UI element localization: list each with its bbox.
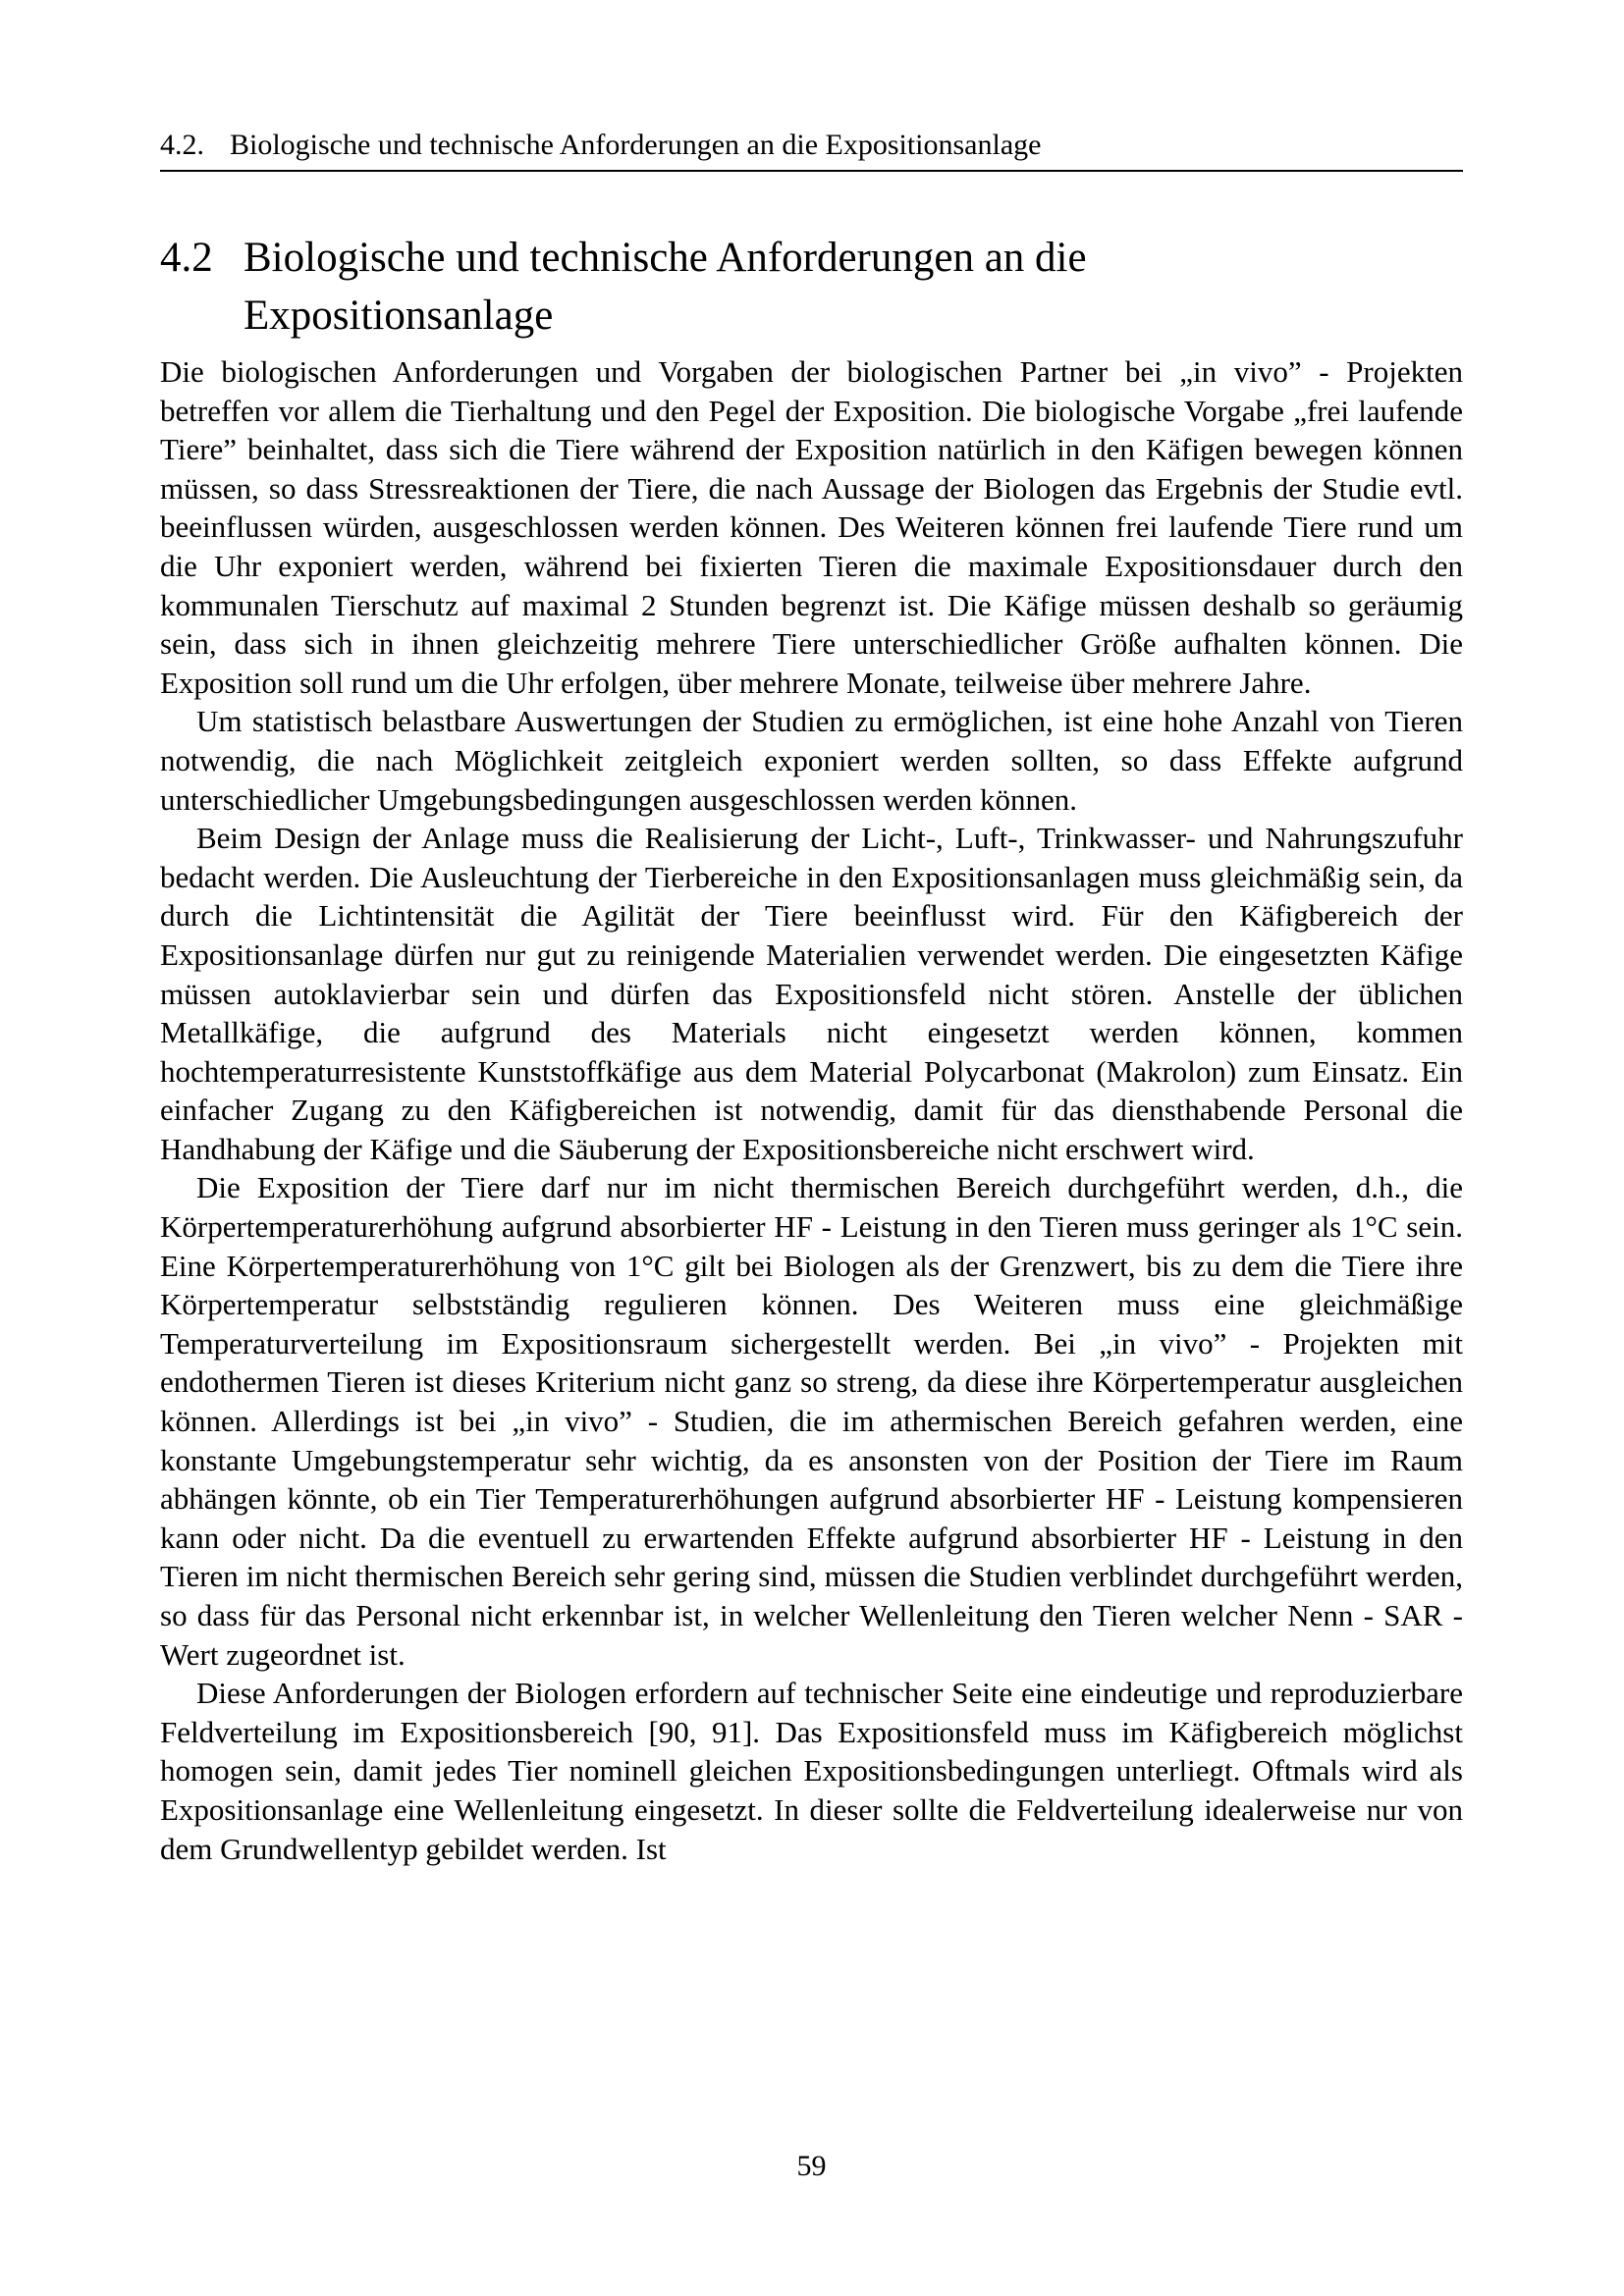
- paragraph-1: Die biologischen Anforderungen und Vorgaben der biologischen Partner bei „in vivo” - Projekten betreffen vor allem die Tierhaltung und den Pegel der Exposition. Die biologische Vorgabe „frei laufende Tiere” beinhaltet, dass sich die Tiere während der Exposition natürlich in den Käfigen bewegen können müssen, so dass Stressreaktionen der Tiere, die nach Aussage der Biologen das Ergebnis der Studie evtl. beeinflussen würden, ausgeschlossen werden können. Des Weiteren können frei laufende Tiere rund um die Uhr exponiert werden, während bei fixierten Tieren die maximale Expositionsdauer durch den kommunalen Tierschutz auf maximal 2 Stunden begrenzt ist. Die Käfige müssen deshalb so geräumig sein, dass sich in ihnen gleichzeitig mehrere Tiere unterschiedlicher Größe aufhalten können. Die Exposition soll rund um die Uhr erfolgen, über mehrere Monate, teilweise über mehrere Jahre.: [160, 354, 1463, 700]
- running-header-section-label: 4.2.: [160, 129, 204, 161]
- section-number: 4.2: [160, 235, 213, 281]
- running-header: [160, 128, 1463, 172]
- paragraph-2: Um statistisch belastbare Auswertungen der Studien zu ermöglichen, ist eine hohe Anzahl von Tieren notwendig, die nach Möglichkeit zeitgleich exponiert werden sollten, so dass Effekte aufgrund unterschiedlicher Umgebungsbedingungen ausgeschlossen werden können.: [160, 704, 1463, 817]
- paragraph-4: Die Exposition der Tiere darf nur im nicht thermischen Bereich durchgeführt werden, d.h., die Körpertemperaturerhöhung aufgrund absorbierter HF - Leistung in den Tieren muss geringer als 1°C sein. Eine Körpertemperaturerhöhung von 1°C gilt bei Biologen als der Grenzwert, bis zu dem die Tiere ihre Körpertemperatur selbstständig regulieren können. Des Weiteren muss eine gleichmäßige Temperaturverteilung im Expositionsraum sichergestellt werden. Bei „in vivo” - Projekten mit endothermen Tieren ist dieses Kriterium nicht ganz so streng, da diese ihre Körpertemperatur ausgleichen können. Allerdings ist bei „in vivo” - Studien, die im athermischen Bereich gefahren werden, eine konstante Umgebungstemperatur sehr wichtig, da es ansonsten von der Position der Tiere im Raum abhängen könnte, ob ein Tier Temperaturerhöhungen aufgrund absorbierter HF - Leistung kompensieren kann oder nicht. Da die eventuell zu erwartenden Effekte aufgrund absorbierter HF - Leistung in den Tieren im nicht thermischen Bereich sehr gering sind, müssen die Studien verblindet durchgeführt werden, so dass für das Personal nicht erkennbar ist, in welcher Wellenleitung den Tieren welcher Nenn - SAR - Wert zugeordnet ist.: [160, 1170, 1463, 1672]
- page-number: 59: [796, 2150, 827, 2182]
- running-header-title: Biologische und technische Anforderungen an die Expositionsanlage: [230, 129, 1042, 161]
- paragraph-3: Beim Design der Anlage muss die Realisierung der Licht-, Luft-, Trinkwasser- und Nahrungszufuhr bedacht werden. Die Ausleuchtung der Tierbereiche in den Expositionsanlagen muss gleichmäßig sein, da durch die Lichtintensität die Agilität der Tiere beeinflusst wird. Für den Käfigbereich der Expositionsanlage dürfen nur gut zu reinigende Materialien verwendet werden. Die eingesetzten Käfige müssen autoklavierbar sein und dürfen das Expositionsfeld nicht stören. Anstelle der üblichen Metallkäfige, die aufgrund des Materials nicht eingesetzt werden können, kommen hochtemperaturresistente Kunststoffkäfige aus dem Material Polycarbonat (Makrolon) zum Einsatz. Ein einfacher Zugang zu den Käfigbereichen ist notwendig, damit für das diensthabende Personal die Handhabung der Käfige und die Säuberung der Expositionsbereiche nicht erschwert wird.: [160, 821, 1463, 1166]
- section-title-line2: Expositionsanlage: [244, 293, 554, 339]
- section-heading: [160, 229, 1087, 345]
- body-text: [160, 352, 1463, 1868]
- page-footer: [160, 2150, 1463, 2183]
- section-title-line1: Biologische und technische Anforderungen an die: [244, 235, 1087, 281]
- paragraph-5: Diese Anforderungen der Biologen erfordern auf technischer Seite eine eindeutige und reproduzierbare Feldverteilung im Expositionsbereich [90, 91]. Das Expositionsfeld muss im Käfigbereich möglichst homogen sein, damit jedes Tier nominell gleichen Expositionsbedingungen unterliegt. Oftmals wird als Expositionsanlage eine Wellenleitung eingesetzt. In dieser sollte die Feldverteilung idealerweise nur von dem Grundwellentyp gebildet werden. Ist: [160, 1676, 1463, 1866]
- section-title: [244, 229, 1087, 345]
